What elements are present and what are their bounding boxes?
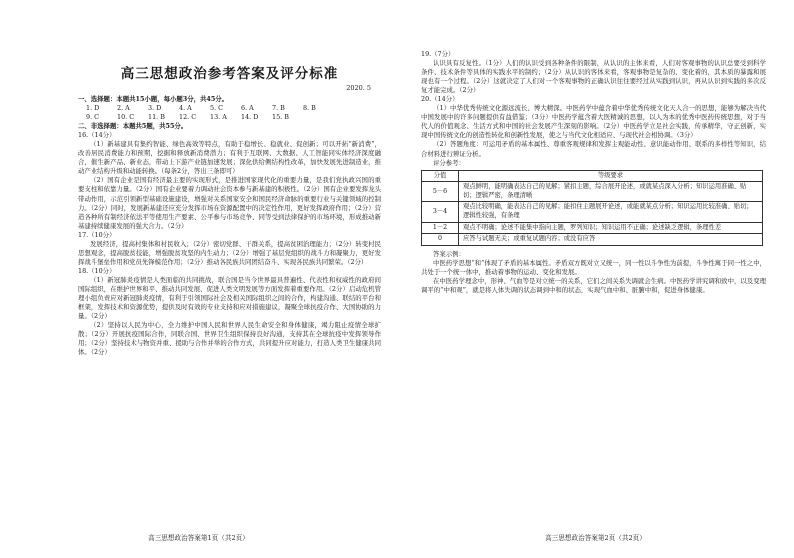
answer-item: 10. C (117, 113, 135, 122)
score-reference-label: 评分参考： (433, 158, 465, 167)
score-cell: 0 (422, 234, 459, 246)
table-row (422, 182, 763, 202)
answer-item: 7. B (272, 104, 285, 113)
answers-row-2 (78, 113, 381, 122)
q17-heading: 17.（10分） (78, 230, 116, 239)
q16-part2: （2）国有企业是国有经济最主要的实现形式，是推进国家现代化的重要力量，是我们党执政兴国的重要支柱和依靠力量。（2分）国有企业要着力调动社会资本参与新基建的积极性。（2分）国有企业要发挥龙头带动作用，示范引领新型基础设施建设，增强对关系国家安全和国民经济命脉的重要行业与关键领域的控制力。（2分）同时，发展新基建还应充分发挥市场在资源配置中的决定性作用，更好发挥政府作用；（2分）营造各种所有制经济依法平等使用生产要素、公平参与市场竞争、同等受到法律保护的市场环境，形成推动新基建持续健康发展的强大合力。（2分） (78, 176, 381, 230)
answer-item: 13. A (210, 113, 227, 122)
q19-heading: 19.（7分） (421, 50, 455, 58)
scoring-table (421, 170, 763, 246)
page-footer-2: 高三思想政治答案第2页（共2页） (545, 534, 646, 542)
requirement-cell: 观点不明确；论述不能集中指向主题，罗列知识；知识运用不正确；论述缺乏逻辑，条理性差 (459, 222, 763, 234)
score-cell: 1－2 (422, 222, 459, 234)
q18-heading: 18.（10分） (78, 266, 116, 275)
document-date: 2020. 5 (346, 84, 371, 92)
score-cell: 3－4 (422, 202, 459, 222)
q18-part1: （1）新冠肺炎疫情是人类面临的共同挑战，联合国是当今世界最具普遍性、代表性和权威性的政府间国际组织，在维护世界和平、推动共同发展、促进人类文明发展等方面发挥着重要作用。（2分）启动危机管理小组负责应对新冠肺炎疫情，有利于引领国际社会及相关国际组织之间的合作，构建沟通、联结的平台和框架，发挥技术和资源优势，提供及时有效的专业支持和应对措施建议，凝聚全球抗疫合作、大国协助的力量。（2分） (78, 275, 381, 321)
answer-item: 4. A (179, 104, 192, 113)
answers-row-1 (78, 104, 381, 113)
example-para-1: 中医药学思想“和”体现了矛盾的基本属性。矛盾双方既对立又统一，同一性以斗争性为前提，斗争性寓于同一性之中，共处于一个统一体中，推动着事物的运动、变化和发展。 (421, 258, 766, 276)
q16-heading: 16.（14分） (78, 131, 116, 140)
section2-heading: 二、非选择题：本题共5题，共55分。 (78, 122, 188, 131)
answer-item: 8. B (303, 104, 316, 113)
answer-item: 9. C (86, 113, 100, 122)
answer-item: 6. A (241, 104, 254, 113)
table-header-row (422, 170, 763, 182)
answer-item: 14. D (241, 113, 259, 122)
requirement-cell: 应答与试题无关；或重复试题内容；或没有应答 (459, 234, 763, 246)
right-page (397, 0, 794, 558)
table-row (422, 222, 763, 234)
answer-item: 12. C (179, 113, 197, 122)
q20-heading: 20.（14分） (421, 95, 459, 104)
table-row (422, 202, 763, 222)
q20-part1: （1）中华优秀传统文化源远流长、博大精深。中医药学中蕴含着中华优秀传统文化天人合一的思想，能够为解决当代中国发展中的许多问题提供有益借鉴；（3分）中医药学蕴含着大医精诚的思想，以人为本的优秀中医药传统思想，对于当代人的价值观念、生活方式和中国的社会发展产生深刻的影响。（2分）中医药学立足社会实践，传承精华，守正创新，实现中国传统文化的创造性转化和创新性发展，使之与当代文化相适应、与现代社会相协调。（3分） (421, 104, 766, 140)
requirement-cell: 观点比较明确，能表达自己的见解；能扣住主题展开论述，或能就某点分析；知识运用比较准确、贴切；逻辑性较强，有条理 (459, 202, 763, 222)
q18-part2: （2）坚持以人民为中心，全力维护中国人民和世界人民生命安全和身体健康，竭力阻止疫情全球扩散；（2分）开展抗疫国际合作，同联合国、世界卫生组织保持良好沟通，支持其在全球抗疫中发挥领导作用；（2分）坚持技术与物资并重、援助与合作并举的合作方式，共同提升应对能力，打造人类卫生健康共同体。（2分） (78, 321, 381, 357)
table-header-cell: 等级要求 (459, 170, 763, 182)
q20-part2: （2）答题角度：可运用矛盾的基本属性、尊重客观规律和发挥主观能动性、意识能动作用、联系的多样性等知识，结合材料进行辨证分析。 (421, 140, 766, 158)
answer-item: 1. D (86, 104, 100, 113)
table-row (422, 234, 763, 246)
answer-item: 11. B (148, 113, 165, 122)
score-cell: 5－6 (422, 182, 459, 202)
q16-part1: （1）新基建具有集约智能、绿色高效等特点，有助于稳增长、稳就业、促创新；可以开拓“新消费”，改善居民消费能力和预期，挖掘和释放新消费潜力；有利于互联网、大数据、人工智能同实体经济深度融合，催生新产品、新业态，带动上下游产业链加速发展；深化供给侧结构性改革，加快发展先进制造业，推动产业结构升级和动能转换。（每条2分，答出三条即可） (78, 140, 381, 176)
answer-item: 15. B (272, 113, 289, 122)
q17-answer: 发展经济，提高村集体和村民收入；（2分）密切党群、干群关系，提高贫困治理能力；（2分）转变村民思想观念，提高脱贫技能，增强脱贫攻坚的内生动力；（2分）增强了基层党组织的战斗力和凝聚力，更好发挥战斗堡垒作用和党员先锋模范作用；（2分）推动各民族共同团结奋斗、实现各民族共同繁荣。（2分） (78, 239, 381, 266)
answer-item: 3. D (148, 104, 162, 113)
section1-heading: 一、选择题：本题共15小题，每小题3分，共45分。 (78, 95, 229, 103)
example-label: 答案示例： (433, 249, 465, 258)
answer-item: 2. A (117, 104, 130, 113)
requirement-cell: 观点鲜明，能明确表达自己的见解；紧扣主题，综合展开论述，或就某点深入分析；知识运用准确、贴切；逻辑严密，条理清晰 (459, 182, 763, 202)
example-para-2: 在中医药学理念中，形神、气血等是对立统一的关系，它们之间关系失调就会生病。中医药学讲究调和致中，以及变理调平的“中和观”，就是将人体失调的状态调到中和的状态，实现气血中和、脏腑中和，促进身体健康。 (421, 276, 766, 294)
page-footer-1: 高三思想政治答案第1页（共2页） (148, 534, 249, 542)
answer-item: 5. C (210, 104, 224, 113)
table-header-cell: 分值 (422, 170, 459, 182)
document-title: 高三思想政治参考答案及评分标准 (120, 66, 339, 82)
q19-answer: 认识具有反复性。（1分）人们的认识受到各种条件的限制，从认识的主体来看，人们对客观事物的认识总要受到科学条件、技术条件等具体的实践水平的制约；（2分）从认识的客体来看，客观事物是复杂的、变化着的，其本质的暴露和展现也有一个过程。（2分）这就决定了人们对一个客观事物的正确认识往往要经过从实践到认识，再从认识到实践的多次反复才能完成。（2分） (421, 59, 766, 95)
